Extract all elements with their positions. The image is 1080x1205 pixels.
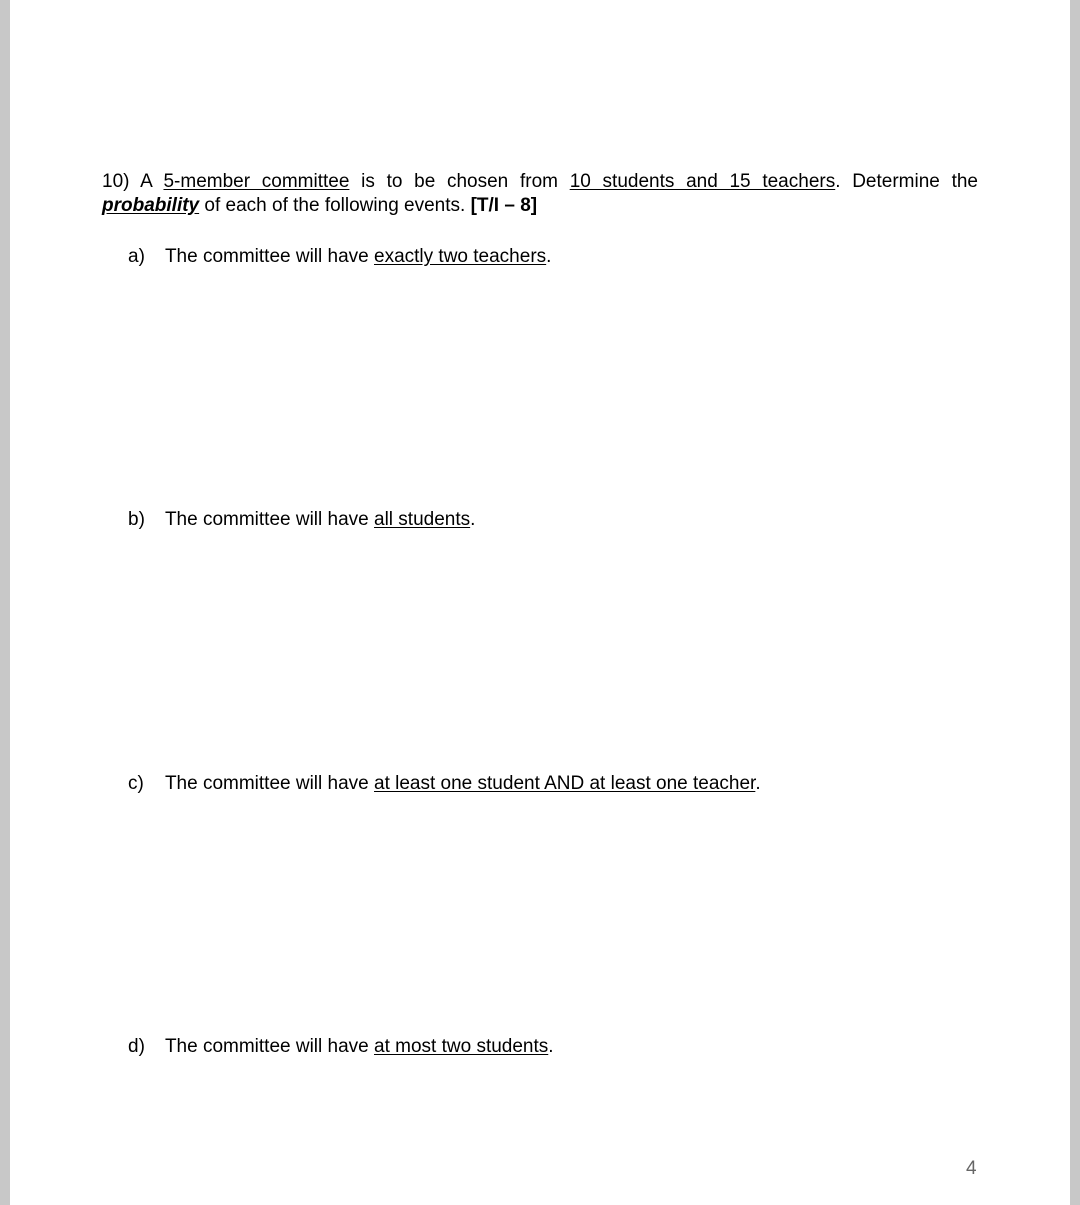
part-c <box>128 772 761 796</box>
question-10-prompt <box>102 170 978 218</box>
question-number: 10) <box>102 171 130 192</box>
part-a <box>128 245 551 269</box>
part-text: The committee will have <box>164 509 369 530</box>
question-text-2: is to be chosen from <box>361 171 558 192</box>
part-end: . <box>755 773 761 794</box>
part-label: b) <box>128 509 145 530</box>
question-text-3: . Determine the <box>835 171 978 192</box>
part-b <box>128 508 475 532</box>
part-text: The committee will have <box>164 1036 369 1057</box>
part-text: The committee will have <box>164 246 369 267</box>
part-text: The committee will have <box>164 773 369 794</box>
document-page <box>10 0 1070 1205</box>
question-text-1: A <box>140 171 152 192</box>
part-label: d) <box>128 1036 145 1057</box>
part-end: . <box>546 246 552 267</box>
part-condition: all students <box>374 509 471 530</box>
part-condition: at least one student AND at least one teacher <box>374 773 756 794</box>
part-condition: exactly two teachers <box>374 246 547 267</box>
question-text-4: of each of the following events. <box>204 195 466 216</box>
probability-keyword: probability <box>102 195 200 216</box>
page-number: 4 <box>966 1158 977 1179</box>
part-label: a) <box>128 246 145 267</box>
part-condition: at most two students <box>374 1036 549 1057</box>
committee-size: 5-member committee <box>163 171 350 192</box>
marks-label: [T/I – 8] <box>470 195 538 216</box>
part-end: . <box>470 509 476 530</box>
part-end: . <box>548 1036 554 1057</box>
part-label: c) <box>128 773 144 794</box>
population-detail: 10 students and 15 teachers <box>569 171 836 192</box>
part-d <box>128 1035 554 1059</box>
